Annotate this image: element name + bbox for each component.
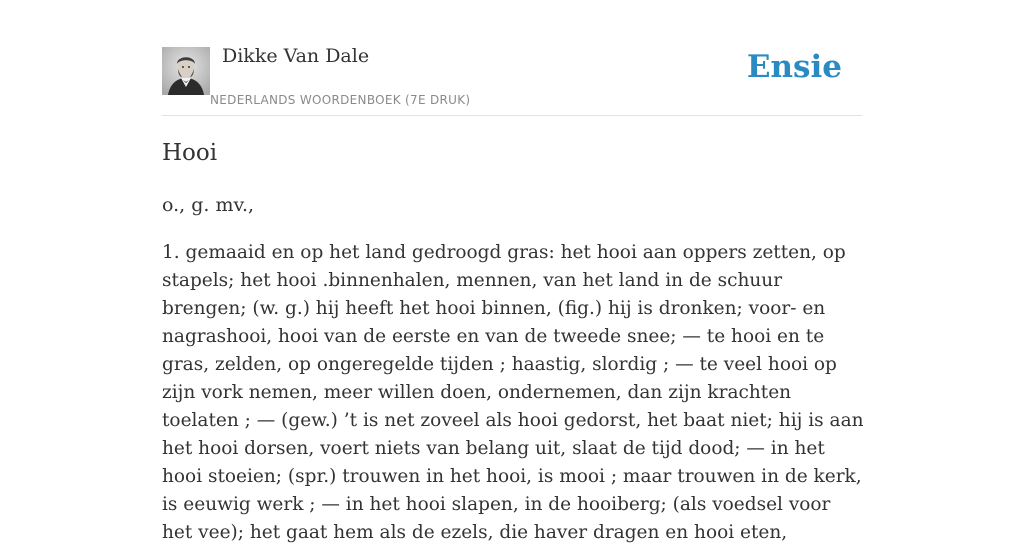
portrait-icon [162,47,210,95]
entry-header [162,40,862,116]
entry-title: Hooi [162,140,218,166]
definition-text: 1. gemaaid en op het land gedroogd gras: het hooi aan oppers zetten, op stapels; het hooi .binnenhalen, mennen, van het land in de schuur brengen; (w. g.) hij heeft het hooi binnen, (fig.) hij is dronken; voor- en nagrashooi, hooi van de eerste en van de tweede snee; — te hooi en te gras, zelden, op ongeregelde tijden ; haastig, slordig ; — te veel hooi op zijn vork nemen, meer willen doen, ondernemen, dan zijn krachten toelaten ; — (gew.) ’t is net zoveel als hooi gedorst, het baat niet; hij is aan het hooi dorsen, voert niets van belang uit, slaat de tijd dood; — in het hooi stoeien; (spr.) trouwen in het hooi, is mooi ; maar trouwen in de kerk, is eeuwig werk ; — in het hooi slapen, in de hooiberg; (als voedsel voor het vee); het gaat hem als de ezels, die haver dragen en hooi eten, [162,242,864,543]
source-title[interactable]: NEDERLANDS WOORDENBOEK (7E DRUK) [210,93,471,107]
author-name[interactable]: Dikke Van Dale [222,45,370,67]
author-avatar[interactable] [162,47,210,95]
brand-logo[interactable]: Ensie [746,49,842,85]
grammar-info: o., g. mv., [162,194,255,216]
